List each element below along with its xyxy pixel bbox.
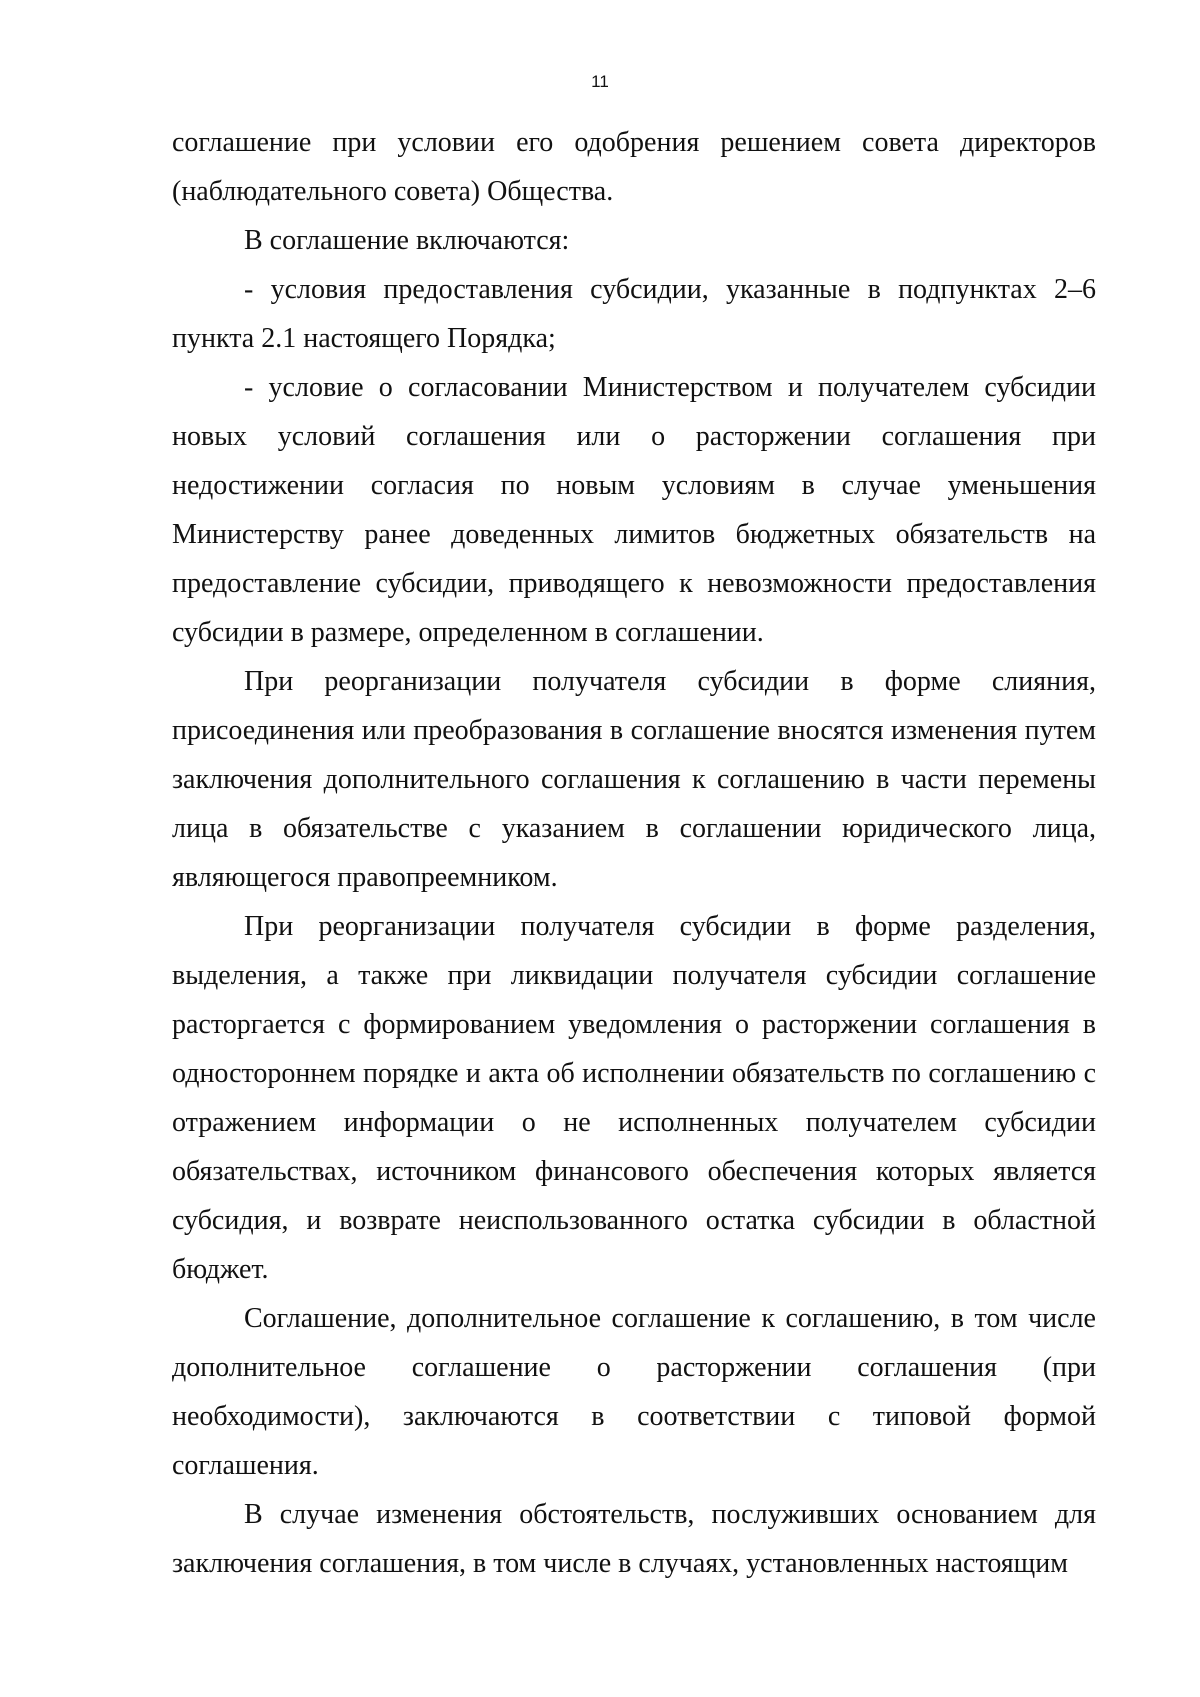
paragraph-agreement-includes: В соглашение включаются: (244, 225, 570, 256)
page-number: 11 (591, 72, 609, 91)
paragraph-reorganization-division: При реорганизации получателя субсидии в форме разделения, выделения, а также при ликвидации получателя субсидии соглашение расторгается с формированием уведомления о расторжении соглашения в одностороннем порядке и акта об исполнении обязательств по соглашению с отражением информации о не исполненных получателем субсидии обязательствах, источником финансового обеспечения которых является субсидия, и возврате неиспользованного остатка субсидии в областной бюджет. (172, 911, 1096, 1285)
document-body (172, 118, 1096, 1588)
list-item-subsidy-conditions: - условия предоставления субсидии, указанные в подпунктах 2–6 пункта 2.1 настоящего Порядка; (172, 274, 1096, 354)
paragraph-standard-form: Соглашение, дополнительное соглашение к соглашению, в том числе дополнительное соглашение о расторжении соглашения (при необходимости), заключаются в соответствии с типовой формой соглашения. (172, 1303, 1096, 1481)
paragraph-reorganization-merger: При реорганизации получателя субсидии в форме слияния, присоединения или преобразования в соглашение вносятся изменения путем заключения дополнительного соглашения к соглашению в части перемены лица в обязательстве с указанием в соглашении юридического лица, являющегося правопреемником. (172, 666, 1096, 893)
list-item-new-conditions-agreement: - условие о согласовании Министерством и получателем субсидии новых условий соглашения или о расторжении соглашения при недостижении согласия по новым условиям в случае уменьшения Министерству ранее доведенных лимитов бюджетных обязательств на предоставление субсидии, приводящего к невозможности предоставления субсидии в размере, определенном в соглашении. (172, 372, 1096, 648)
paragraph-continuation: соглашение при условии его одобрения решением совета директоров (наблюдательного совета) Общества. (172, 127, 1096, 207)
paragraph-changed-circumstances: В случае изменения обстоятельств, послуживших основанием для заключения соглашения, в том числе в случаях, установленных настоящим (172, 1499, 1096, 1579)
